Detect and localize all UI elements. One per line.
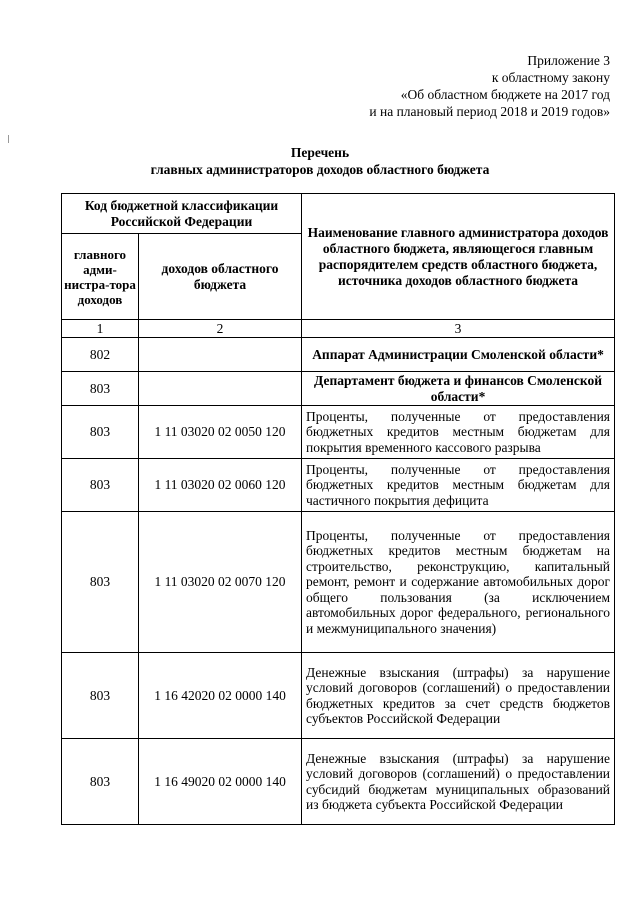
column-number: 3: [302, 320, 615, 338]
table-row: [62, 459, 615, 512]
scan-mark: [8, 135, 9, 143]
income-code-cell: 1 16 49020 02 0000 140: [139, 739, 302, 825]
admin-code-cell: 803: [62, 372, 139, 406]
table-row: [62, 338, 615, 372]
table-row: [62, 653, 615, 739]
income-code-cell: 1 11 03020 02 0050 120: [139, 406, 302, 459]
admin-code-cell: 803: [62, 739, 139, 825]
income-name-cell: Денежные взыскания (штрафы) за нарушение условий договоров (соглашений) о предоставлении субсидий бюджетам муниципальных образований из бюджета субъекта Российской Федерации: [302, 739, 615, 825]
income-name-cell: Проценты, полученные от предоставления бюджетных кредитов местным бюджетам для частичного покрытия дефицита: [302, 459, 615, 512]
appendix-line-4: и на плановый период 2018 и 2019 годов»: [369, 104, 610, 119]
column-number: 2: [139, 320, 302, 338]
appendix-header: [369, 52, 610, 120]
income-name-cell: Денежные взыскания (штрафы) за нарушение условий договоров (соглашений) о предоставлении бюджетных кредитов за счет средств бюджетов субъектов Российской Федерации: [302, 653, 615, 739]
income-name-cell: Проценты, полученные от предоставления бюджетных кредитов местным бюджетам для покрытия временного кассового разрыва: [302, 406, 615, 459]
table-row: [62, 406, 615, 459]
table-row: [62, 372, 615, 406]
income-code-cell: [139, 372, 302, 406]
admin-code-cell: 803: [62, 459, 139, 512]
title-line-1: Перечень: [290, 145, 350, 160]
table-row: [62, 512, 615, 653]
header-classification-code: Код бюджетной классификации Российской Федерации: [62, 194, 302, 234]
admin-code-cell: 803: [62, 653, 139, 739]
admin-code-cell: 803: [62, 406, 139, 459]
income-code-cell: [139, 338, 302, 372]
header-income-code: доходов областного бюджета: [139, 234, 302, 320]
administrator-name-cell: Аппарат Администрации Смоленской области*: [302, 338, 615, 372]
income-code-cell: 1 11 03020 02 0070 120: [139, 512, 302, 653]
administrator-name-cell: Департамент бюджета и финансов Смоленской области*: [302, 372, 615, 406]
income-code-cell: 1 16 42020 02 0000 140: [139, 653, 302, 739]
income-name-cell: Проценты, полученные от предоставления бюджетных кредитов местным бюджетам на строительство, реконструкцию, капитальный ремонт, ремонт и содержание автомобильных дорог общего пользования (за исключением автомобильных дорог федерального, регионального и межмуниципального значения): [302, 512, 615, 653]
admin-code-cell: 802: [62, 338, 139, 372]
table-header-row: [62, 194, 615, 234]
appendix-line-1: Приложение 3: [527, 53, 610, 68]
column-number: 1: [62, 320, 139, 338]
appendix-line-3: «Об областном бюджете на 2017 год: [400, 87, 610, 102]
title-line-2: главных администраторов доходов областного бюджета: [150, 162, 490, 177]
document-title: [0, 144, 640, 178]
column-numbers-row: [62, 320, 615, 338]
table-row: [62, 739, 615, 825]
admin-code-cell: 803: [62, 512, 139, 653]
appendix-line-2: к областному закону: [491, 70, 610, 85]
income-code-cell: 1 11 03020 02 0060 120: [139, 459, 302, 512]
header-administrator-name: Наименование главного администратора доходов областного бюджета, являющегося главным распорядителем средств областного бюджета, источника доходов областного бюджета: [302, 194, 615, 320]
header-admin-code: главного адми-нистра-тора доходов: [62, 234, 139, 320]
administrators-table: [61, 193, 615, 825]
